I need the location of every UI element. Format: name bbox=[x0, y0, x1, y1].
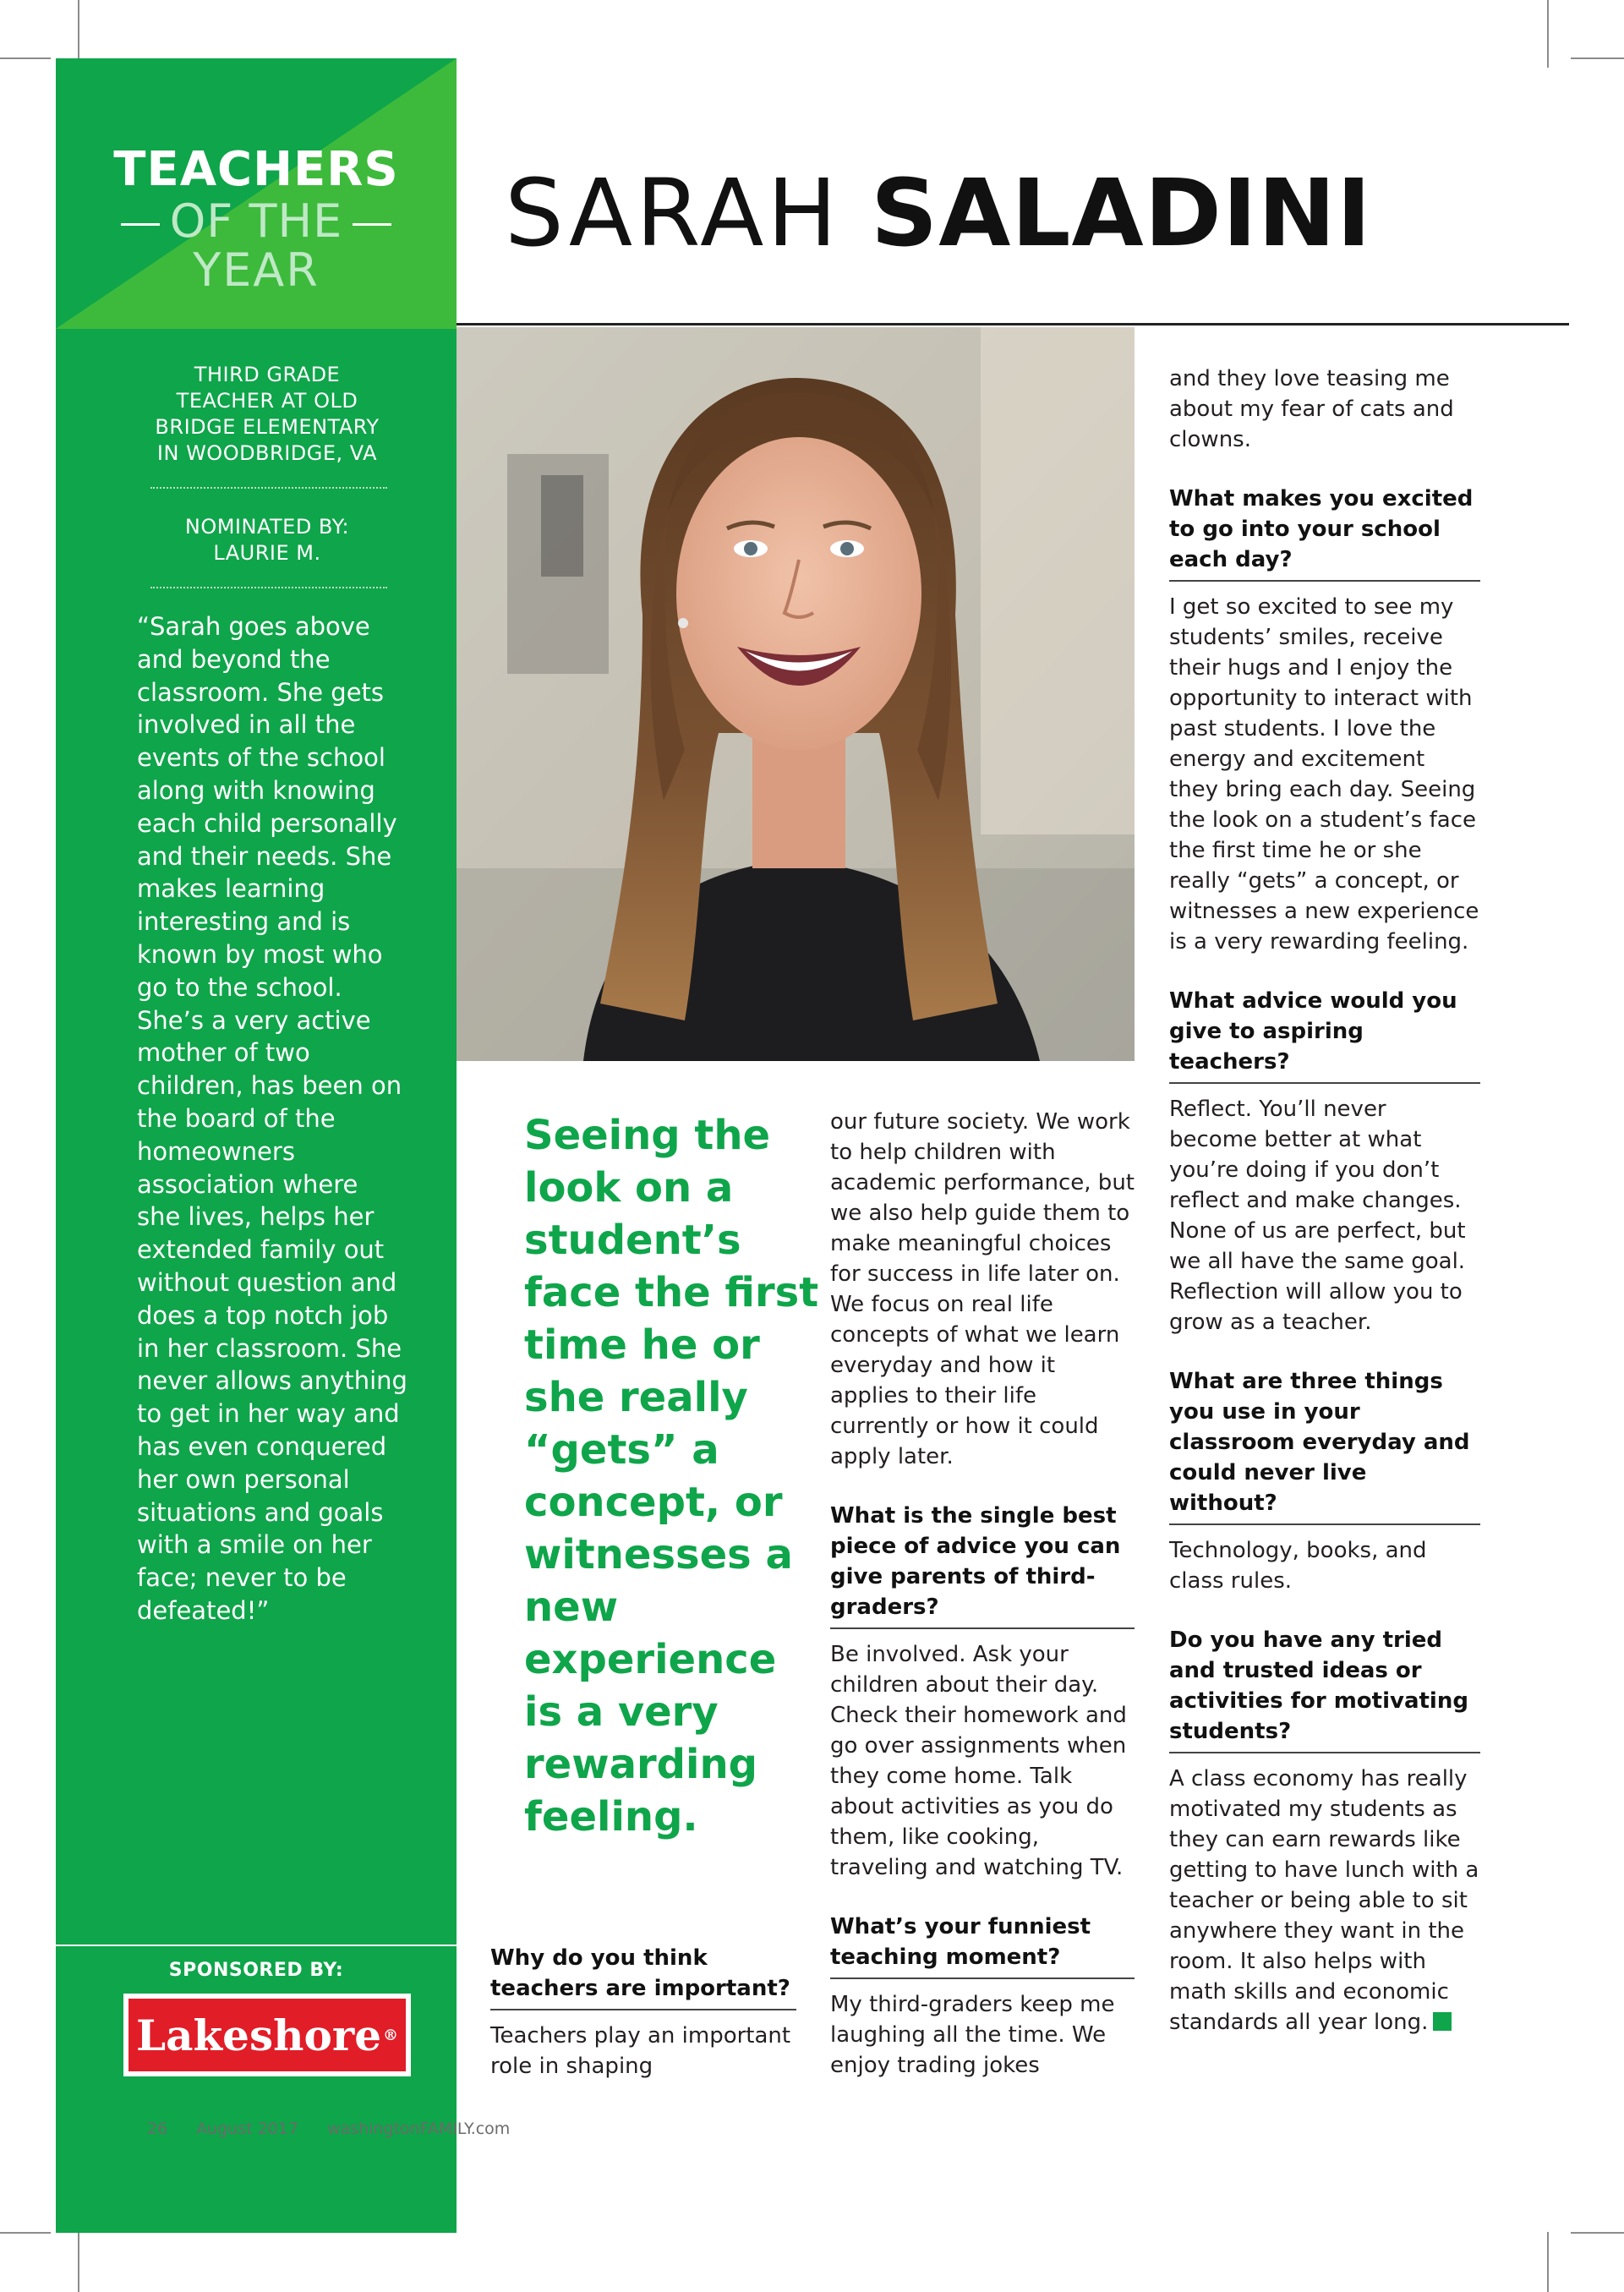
column-3 bbox=[1169, 364, 1480, 2038]
answer: Be involved. Ask your children about their day. Check their homework and go over assignments when they come home. Talk about activities as you do them, like cooking, traveling and watching TV. bbox=[830, 1642, 1127, 1880]
teacher-name: SARAH SALADINI bbox=[505, 159, 1372, 267]
answer: I get so excited to see my students’ smiles, receive their hugs and I enjoy the opportunity to interact with past students. I love the energy and excitement they bring each day. Seeing the look on a student’s face the first time he or she really “gets” a concept, or witnesses a new experience is a very rewarding feeling. bbox=[1169, 594, 1479, 955]
crop-mark bbox=[1547, 2232, 1549, 2292]
nominated-by: NOMINATED BY: LAURIE M. bbox=[184, 515, 350, 565]
question: What are three things you use in your classroom everyday and could never live without? bbox=[1169, 1366, 1480, 1525]
answer: My third-graders keep me laughing all the time. We enjoy trading jokes bbox=[830, 1992, 1115, 2078]
column-1 bbox=[490, 1943, 796, 2081]
tag-year: YEAR bbox=[193, 243, 320, 297]
tag-of-the: OF THE bbox=[56, 194, 457, 248]
dotted-divider bbox=[150, 487, 387, 489]
column-2 bbox=[830, 1107, 1135, 2081]
answer: Technology, books, and class rules. bbox=[1169, 1538, 1427, 1594]
website: washingtonFAMILY.com bbox=[327, 2120, 511, 2138]
crop-mark bbox=[0, 2232, 51, 2234]
crop-mark bbox=[78, 0, 79, 68]
crop-mark bbox=[78, 2232, 79, 2292]
answer: our future society. We work to help children with academic performance, but we also help guide them to make meaningful choices for success in life later on. We focus on real life concepts of what we learn everyday and how it applies to their life currently or how it could apply later. bbox=[830, 1109, 1135, 1469]
teacher-role: THIRD GRADE TEACHER AT OLD BRIDGE ELEMENTARY IN WOODBRIDGE, VA bbox=[155, 363, 380, 465]
pull-quote: Seeing the look on a student’s face the first time he or she really “gets” a concept, or witnesses a new experience is a very rewarding feeling. bbox=[524, 1112, 819, 1841]
page-number: 26 bbox=[147, 2120, 168, 2138]
sponsored-by-label: SPONSORED BY: bbox=[168, 1960, 344, 1981]
crop-mark bbox=[0, 57, 51, 59]
answer: and they love teasing me about my fear of cats and clowns. bbox=[1169, 366, 1454, 452]
crop-mark bbox=[1547, 0, 1549, 68]
issue-date: August 2017 bbox=[196, 2120, 299, 2138]
teacher-photo bbox=[457, 327, 1135, 1061]
dotted-divider bbox=[150, 587, 387, 588]
question: What’s your funniest teaching moment? bbox=[830, 1912, 1135, 1979]
end-mark-icon bbox=[1433, 2012, 1452, 2031]
question: What advice would you give to aspiring teachers? bbox=[1169, 986, 1480, 1084]
headline-rule bbox=[457, 323, 1569, 325]
question: Why do you think teachers are important? bbox=[490, 1943, 796, 2010]
answer: Teachers play an important role in shaping bbox=[490, 2023, 791, 2079]
tag-teachers: TEACHERS bbox=[113, 142, 399, 197]
page-folio bbox=[147, 2120, 539, 2138]
question: Do you have any tried and trusted ideas or activities for motivating students? bbox=[1169, 1625, 1480, 1753]
nomination-quote: “Sarah goes above and beyond the classroom. She gets involved in all the events of the school along with knowing each child personally and their needs. She makes learning interesting and is known by most who go to the school. She’s a very active mother of two children, has been on the board of the homeowners association where she lives, helps her extended family out without question and does a top notch job in her classroom. She never allows anything to get in her way and has even conquered her own personal situations and goals with a smile on her face; never to be defeated!” bbox=[137, 612, 407, 1625]
question: What is the single best piece of advice you can give parents of third-graders? bbox=[830, 1501, 1135, 1629]
question: What makes you excited to go into your school each day? bbox=[1169, 484, 1480, 582]
answer: A class economy has really motivated my students as they can earn rewards like getting to have lunch with a teacher or being able to sit anywhere they want in the room. It also helps with math skills and economic standards all year long. bbox=[1169, 1766, 1479, 2035]
answer: Reflect. You’ll never become better at what you’re doing if you don’t reflect and make changes. None of us are perfect, but we all have the same goal. Reflection will allow you to grow as a teacher. bbox=[1169, 1097, 1466, 1335]
crop-mark bbox=[1571, 2232, 1624, 2234]
lakeshore-logo: Lakeshore ® bbox=[123, 1994, 411, 2076]
crop-mark bbox=[1571, 57, 1624, 59]
sponsor-divider bbox=[56, 1945, 457, 1946]
